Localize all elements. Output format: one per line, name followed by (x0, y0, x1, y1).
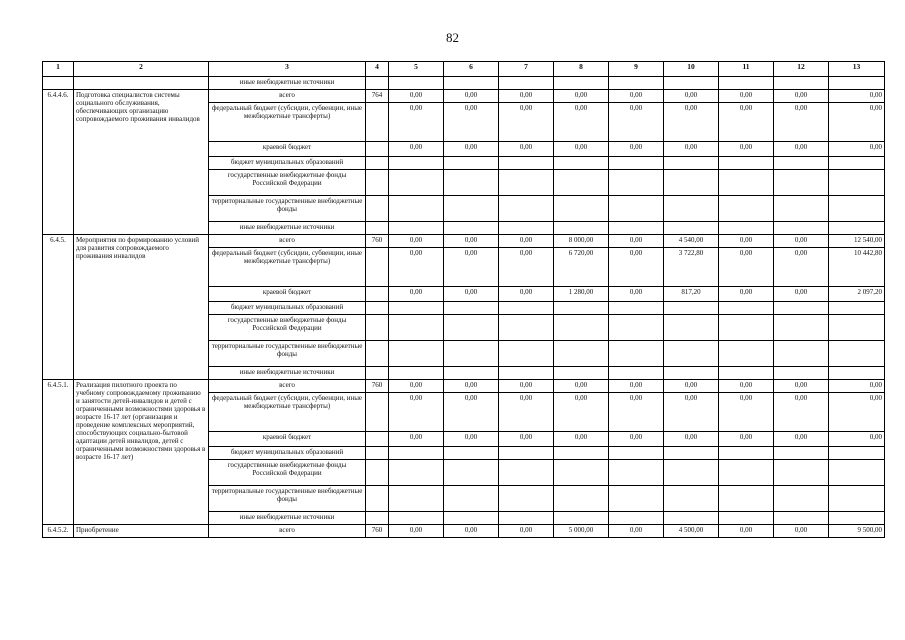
value-cell (664, 367, 719, 380)
value-cell: 0,00 (499, 248, 554, 287)
value-cell (499, 367, 554, 380)
value-cell (609, 157, 664, 170)
funding-source: бюджет муниципальных образований (209, 447, 366, 460)
value-cell: 4 540,00 (664, 235, 719, 248)
value-cell: 0,00 (554, 393, 609, 432)
value-cell: 0,00 (774, 248, 829, 287)
value-cell (829, 77, 885, 90)
value-cell: 0,00 (774, 287, 829, 302)
column-4-cell (366, 367, 389, 380)
value-cell (609, 302, 664, 315)
value-cell: 0,00 (389, 380, 444, 393)
funding-source: иные внебюджетные источники (209, 77, 366, 90)
value-cell (774, 315, 829, 341)
value-cell: 0,00 (389, 393, 444, 432)
value-cell (554, 447, 609, 460)
value-cell: 0,00 (499, 287, 554, 302)
value-cell (389, 315, 444, 341)
column-4-cell (366, 248, 389, 287)
funding-source: иные внебюджетные источники (209, 512, 366, 525)
column-4-cell (366, 315, 389, 341)
column-header-3: 3 (209, 62, 366, 77)
value-cell: 0,00 (389, 90, 444, 103)
item-name: Подготовка специалистов системы социального обслуживания, обеспечивающих организацию сопровождаемого проживания инвалидов (74, 90, 209, 235)
value-cell: 0,00 (774, 235, 829, 248)
value-cell (829, 341, 885, 367)
value-cell (774, 486, 829, 512)
value-cell (774, 170, 829, 196)
funding-source: государственные внебюджетные фонды Российской Федерации (209, 315, 366, 341)
funding-source: государственные внебюджетные фонды Российской Федерации (209, 460, 366, 486)
funding-source: краевой бюджет (209, 432, 366, 447)
value-cell (829, 447, 885, 460)
value-cell (554, 512, 609, 525)
column-4-cell (366, 170, 389, 196)
column-header-5: 5 (389, 62, 444, 77)
value-cell: 1 280,00 (554, 287, 609, 302)
value-cell (554, 486, 609, 512)
funding-source: территориальные государственные внебюджетные фонды (209, 486, 366, 512)
column-header-12: 12 (774, 62, 829, 77)
column-4-cell (366, 302, 389, 315)
value-cell: 0,00 (554, 103, 609, 142)
value-cell: 817,20 (664, 287, 719, 302)
value-cell: 0,00 (444, 393, 499, 432)
column-4-cell (366, 486, 389, 512)
value-cell (444, 77, 499, 90)
table-header-row (43, 62, 885, 77)
value-cell (389, 222, 444, 235)
column-4-cell (366, 393, 389, 432)
value-cell: 0,00 (389, 235, 444, 248)
value-cell: 0,00 (444, 90, 499, 103)
value-cell (774, 196, 829, 222)
value-cell: 0,00 (499, 432, 554, 447)
code-cell (43, 77, 74, 90)
column-header-2: 2 (74, 62, 209, 77)
value-cell: 0,00 (609, 103, 664, 142)
value-cell (664, 512, 719, 525)
value-cell: 0,00 (554, 380, 609, 393)
value-cell (499, 157, 554, 170)
value-cell: 8 000,00 (554, 235, 609, 248)
column-4-cell (366, 512, 389, 525)
column-4-cell (366, 77, 389, 90)
value-cell: 0,00 (719, 393, 774, 432)
value-cell (609, 196, 664, 222)
value-cell (389, 302, 444, 315)
value-cell (444, 447, 499, 460)
value-cell (554, 77, 609, 90)
funding-source: всего (209, 90, 366, 103)
value-cell: 0,00 (829, 90, 885, 103)
value-cell (389, 486, 444, 512)
value-cell: 0,00 (829, 142, 885, 157)
value-cell: 0,00 (554, 142, 609, 157)
value-cell: 0,00 (609, 432, 664, 447)
column-header-8: 8 (554, 62, 609, 77)
value-cell (389, 170, 444, 196)
column-4-cell (366, 287, 389, 302)
value-cell: 0,00 (444, 235, 499, 248)
value-cell (829, 486, 885, 512)
value-cell (664, 302, 719, 315)
value-cell: 0,00 (719, 525, 774, 538)
value-cell (499, 512, 554, 525)
funding-source: всего (209, 380, 366, 393)
value-cell (664, 196, 719, 222)
column-4-cell (366, 196, 389, 222)
value-cell: 0,00 (499, 142, 554, 157)
value-cell: 0,00 (774, 393, 829, 432)
value-cell: 0,00 (554, 90, 609, 103)
value-cell (719, 341, 774, 367)
value-cell: 0,00 (609, 248, 664, 287)
value-cell: 0,00 (774, 432, 829, 447)
value-cell (664, 460, 719, 486)
item-code: 6.4.5.2. (43, 525, 74, 538)
value-cell: 4 500,00 (664, 525, 719, 538)
column-4-cell: 760 (366, 380, 389, 393)
value-cell: 0,00 (609, 142, 664, 157)
funding-source: федеральный бюджет (субсидии, субвенции, иные межбюджетные трансферты) (209, 393, 366, 432)
value-cell: 0,00 (829, 103, 885, 142)
value-cell: 0,00 (774, 142, 829, 157)
value-cell (609, 460, 664, 486)
value-cell (609, 367, 664, 380)
value-cell (444, 196, 499, 222)
value-cell (499, 460, 554, 486)
value-cell: 0,00 (444, 525, 499, 538)
value-cell: 0,00 (389, 287, 444, 302)
value-cell (444, 512, 499, 525)
item-name: Мероприятия по формированию условий для развития сопровождаемого проживания инвалидов (74, 235, 209, 380)
value-cell (609, 447, 664, 460)
funding-source: иные внебюджетные источники (209, 367, 366, 380)
value-cell: 0,00 (719, 248, 774, 287)
table-row (43, 77, 885, 90)
value-cell (719, 486, 774, 512)
value-cell (444, 315, 499, 341)
value-cell (389, 196, 444, 222)
value-cell (719, 222, 774, 235)
column-header-13: 13 (829, 62, 885, 77)
value-cell: 0,00 (829, 393, 885, 432)
value-cell (664, 341, 719, 367)
value-cell (774, 302, 829, 315)
value-cell: 0,00 (664, 142, 719, 157)
value-cell: 0,00 (609, 380, 664, 393)
value-cell: 0,00 (499, 525, 554, 538)
value-cell (719, 196, 774, 222)
value-cell: 0,00 (389, 525, 444, 538)
column-header-6: 6 (444, 62, 499, 77)
value-cell (774, 157, 829, 170)
value-cell: 0,00 (444, 380, 499, 393)
column-4-cell: 764 (366, 90, 389, 103)
value-cell (499, 222, 554, 235)
value-cell (389, 512, 444, 525)
value-cell (774, 341, 829, 367)
value-cell (499, 315, 554, 341)
column-4-cell (366, 460, 389, 486)
value-cell (719, 315, 774, 341)
value-cell: 0,00 (664, 90, 719, 103)
value-cell (719, 512, 774, 525)
value-cell: 0,00 (499, 235, 554, 248)
value-cell (499, 486, 554, 512)
funding-source: федеральный бюджет (субсидии, субвенции, иные межбюджетные трансферты) (209, 103, 366, 142)
value-cell: 0,00 (664, 103, 719, 142)
column-4-cell: 760 (366, 235, 389, 248)
value-cell (499, 341, 554, 367)
name-cell (74, 77, 209, 90)
column-4-cell (366, 142, 389, 157)
value-cell (609, 77, 664, 90)
column-header-4: 4 (366, 62, 389, 77)
value-cell: 0,00 (719, 103, 774, 142)
value-cell: 0,00 (774, 380, 829, 393)
value-cell: 0,00 (774, 103, 829, 142)
table-row (43, 380, 885, 393)
value-cell (664, 447, 719, 460)
value-cell: 0,00 (499, 393, 554, 432)
table-row (43, 235, 885, 248)
value-cell: 0,00 (499, 90, 554, 103)
value-cell (499, 196, 554, 222)
value-cell: 0,00 (774, 90, 829, 103)
funding-source: территориальные государственные внебюджетные фонды (209, 341, 366, 367)
column-header-9: 9 (609, 62, 664, 77)
value-cell (774, 367, 829, 380)
value-cell (609, 341, 664, 367)
value-cell: 0,00 (664, 432, 719, 447)
column-4-cell: 760 (366, 525, 389, 538)
value-cell: 0,00 (829, 432, 885, 447)
table-body (43, 77, 885, 538)
value-cell (389, 367, 444, 380)
value-cell (829, 196, 885, 222)
value-cell: 0,00 (444, 287, 499, 302)
value-cell: 6 720,00 (554, 248, 609, 287)
value-cell (609, 170, 664, 196)
value-cell: 0,00 (664, 380, 719, 393)
funding-source: иные внебюджетные источники (209, 222, 366, 235)
value-cell (774, 460, 829, 486)
value-cell: 0,00 (609, 90, 664, 103)
value-cell: 0,00 (609, 235, 664, 248)
value-cell: 0,00 (609, 525, 664, 538)
value-cell (554, 460, 609, 486)
value-cell (829, 302, 885, 315)
value-cell: 0,00 (719, 380, 774, 393)
page-number: 82 (446, 30, 459, 45)
value-cell: 10 442,80 (829, 248, 885, 287)
funding-source: территориальные государственные внебюджетные фонды (209, 196, 366, 222)
value-cell: 3 722,80 (664, 248, 719, 287)
value-cell (499, 170, 554, 196)
column-4-cell (366, 341, 389, 367)
column-header-10: 10 (664, 62, 719, 77)
value-cell (719, 460, 774, 486)
value-cell (609, 486, 664, 512)
value-cell: 0,00 (444, 432, 499, 447)
value-cell: 0,00 (554, 432, 609, 447)
value-cell: 0,00 (389, 103, 444, 142)
column-4-cell (366, 222, 389, 235)
value-cell (664, 315, 719, 341)
funding-source: краевой бюджет (209, 142, 366, 157)
value-cell (554, 302, 609, 315)
value-cell (664, 77, 719, 90)
item-code: 6.4.5.1. (43, 380, 74, 525)
value-cell (719, 367, 774, 380)
column-header-1: 1 (43, 62, 74, 77)
value-cell (664, 157, 719, 170)
value-cell: 0,00 (389, 248, 444, 287)
funding-source: краевой бюджет (209, 287, 366, 302)
value-cell (829, 157, 885, 170)
value-cell (609, 315, 664, 341)
funding-source: бюджет муниципальных образований (209, 302, 366, 315)
item-code: 6.4.5. (43, 235, 74, 380)
table-row (43, 90, 885, 103)
value-cell (444, 486, 499, 512)
value-cell (829, 222, 885, 235)
value-cell: 0,00 (389, 432, 444, 447)
value-cell (389, 341, 444, 367)
value-cell (774, 222, 829, 235)
column-4-cell (366, 432, 389, 447)
value-cell (389, 77, 444, 90)
value-cell: 2 097,20 (829, 287, 885, 302)
value-cell (664, 170, 719, 196)
value-cell (829, 512, 885, 525)
funding-source: всего (209, 525, 366, 538)
funding-source: государственные внебюджетные фонды Российской Федерации (209, 170, 366, 196)
value-cell (444, 222, 499, 235)
value-cell: 0,00 (719, 235, 774, 248)
value-cell: 0,00 (829, 380, 885, 393)
value-cell (719, 77, 774, 90)
value-cell (609, 222, 664, 235)
budget-table (42, 61, 885, 538)
value-cell (664, 486, 719, 512)
funding-source: всего (209, 235, 366, 248)
value-cell (829, 460, 885, 486)
value-cell (609, 512, 664, 525)
value-cell: 0,00 (499, 380, 554, 393)
funding-source: федеральный бюджет (субсидии, субвенции, иные межбюджетные трансферты) (209, 248, 366, 287)
value-cell (444, 341, 499, 367)
item-name: Приобретение (74, 525, 209, 538)
value-cell: 0,00 (774, 525, 829, 538)
value-cell (829, 315, 885, 341)
item-code: 6.4.4.6. (43, 90, 74, 235)
value-cell (774, 77, 829, 90)
value-cell: 12 540,00 (829, 235, 885, 248)
value-cell: 0,00 (389, 142, 444, 157)
column-4-cell (366, 157, 389, 170)
value-cell (444, 460, 499, 486)
value-cell (719, 170, 774, 196)
value-cell: 0,00 (609, 287, 664, 302)
column-4-cell (366, 447, 389, 460)
value-cell (389, 447, 444, 460)
value-cell: 0,00 (719, 142, 774, 157)
item-name: Реализация пилотного проекта по учебному сопровождаемому проживанию и занятости детей-инвалидов и детей с ограниченными возможностями здоровья в возрасте 16-17 лет (организация и проведение комплексных мероприятий, способствующих социально-бытовой адаптации детей инвалидов, детей с ограниченными возможностями здоровья в возрасте 16-17 лет) (74, 380, 209, 525)
value-cell (554, 367, 609, 380)
column-header-11: 11 (719, 62, 774, 77)
value-cell (499, 77, 554, 90)
value-cell (554, 315, 609, 341)
value-cell (829, 367, 885, 380)
value-cell (554, 222, 609, 235)
value-cell (719, 157, 774, 170)
table-row (43, 525, 885, 538)
value-cell: 0,00 (664, 393, 719, 432)
value-cell: 5 000,00 (554, 525, 609, 538)
value-cell (719, 447, 774, 460)
value-cell: 0,00 (444, 248, 499, 287)
value-cell (774, 512, 829, 525)
value-cell (389, 157, 444, 170)
value-cell: 0,00 (719, 90, 774, 103)
value-cell: 0,00 (444, 142, 499, 157)
value-cell: 0,00 (444, 103, 499, 142)
value-cell (554, 170, 609, 196)
value-cell (499, 447, 554, 460)
value-cell (499, 302, 554, 315)
value-cell (444, 157, 499, 170)
value-cell: 9 500,00 (829, 525, 885, 538)
value-cell (554, 341, 609, 367)
value-cell (444, 170, 499, 196)
value-cell: 0,00 (499, 103, 554, 142)
value-cell (444, 367, 499, 380)
column-header-7: 7 (499, 62, 554, 77)
value-cell (554, 157, 609, 170)
value-cell: 0,00 (719, 287, 774, 302)
value-cell: 0,00 (719, 432, 774, 447)
value-cell (829, 170, 885, 196)
funding-source: бюджет муниципальных образований (209, 157, 366, 170)
value-cell (389, 460, 444, 486)
column-4-cell (366, 103, 389, 142)
value-cell (774, 447, 829, 460)
value-cell (664, 222, 719, 235)
value-cell (554, 196, 609, 222)
value-cell (444, 302, 499, 315)
value-cell (719, 302, 774, 315)
value-cell: 0,00 (609, 393, 664, 432)
